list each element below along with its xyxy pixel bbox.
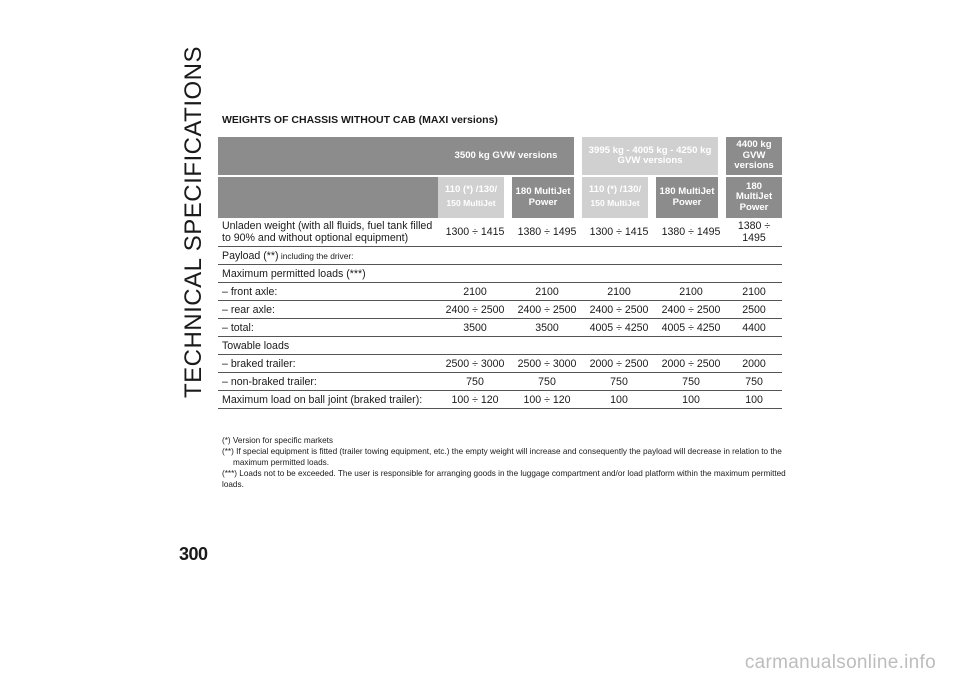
row-label: Maximum permitted loads (***) — [218, 265, 438, 283]
engine-multijet-line2: 150 MultiJet — [590, 197, 640, 208]
engine-multijet-line1: 110 (*) /130/ — [588, 184, 642, 196]
table-cell: 4400 — [726, 319, 782, 337]
table-cell: 4005 ÷ 4250 — [656, 319, 726, 337]
row-label: – rear axle: — [218, 301, 438, 319]
table-cell: 2100 — [656, 283, 726, 301]
table-row — [218, 283, 782, 301]
table-cell: 2100 — [726, 283, 782, 301]
engine-multijet-line2: 150 MultiJet — [446, 197, 496, 208]
row-label: – braked trailer: — [218, 355, 438, 373]
table-cell: 3500 — [438, 319, 512, 337]
header-engine-180-power: 180 MultiJet Power — [726, 176, 782, 218]
row-label-main: Payload (**) — [222, 249, 279, 262]
table-cell: 2400 ÷ 2500 — [582, 301, 656, 319]
table-cell: 1380 ÷ 1495 — [656, 218, 726, 247]
footnote-2-continued: maximum permitted loads. — [233, 458, 330, 467]
table-row — [218, 301, 782, 319]
page-title: WEIGHTS OF CHASSIS WITHOUT CAB (MAXI versions) — [222, 114, 498, 126]
table-row — [218, 373, 782, 391]
header-group-3500: 3500 kg GVW versions — [438, 137, 574, 176]
page-number: 300 — [179, 544, 208, 564]
table-cell: 2400 ÷ 2500 — [512, 301, 582, 319]
header-engine-multijet — [438, 176, 504, 218]
row-label-note: including the driver: — [278, 250, 354, 261]
table-row — [218, 319, 782, 337]
table-row — [218, 355, 782, 373]
table-cell: 4005 ÷ 4250 — [582, 319, 656, 337]
table-cell: 2500 — [726, 301, 782, 319]
header-engine-multijet — [582, 176, 648, 218]
table-cell: 2100 — [512, 283, 582, 301]
table-cell: 1380 ÷ 1495 — [726, 218, 782, 247]
header-blank — [218, 137, 438, 176]
table-cell: 1300 ÷ 1415 — [582, 218, 656, 247]
table-cell: 100 — [726, 391, 782, 409]
section-side-title — [179, 45, 209, 399]
table-cell: 1300 ÷ 1415 — [438, 218, 512, 247]
footnote-2: (**) If special equipment is fitted (trailer towing equipment, etc.) the empty weight will increase and consequently the payload will decrease in relation to the — [222, 447, 782, 456]
watermark: carmanualsonline.info — [744, 652, 936, 673]
table-row — [218, 247, 782, 265]
table-row — [218, 218, 782, 247]
table-cell: 750 — [726, 373, 782, 391]
row-label: – total: — [218, 319, 438, 337]
table-cell: 2100 — [438, 283, 512, 301]
table-cell: 100 — [656, 391, 726, 409]
table-cell: 100 ÷ 120 — [512, 391, 582, 409]
table-cell: 750 — [438, 373, 512, 391]
engine-multijet-line1: 110 (*) /130/ — [444, 184, 498, 196]
header-engine-180-power: 180 MultiJet Power — [512, 176, 574, 218]
weights-table — [218, 137, 782, 409]
row-label: Unladen weight (with all fluids, fuel tank filled to 90% and without optional equipment) — [218, 218, 438, 247]
row-label — [218, 247, 438, 265]
table-cell: 750 — [512, 373, 582, 391]
header-group-3995-4250: 3995 kg - 4005 kg - 4250 kg GVW versions — [582, 137, 718, 176]
footnotes — [222, 435, 792, 490]
table-cell: 2000 ÷ 2500 — [656, 355, 726, 373]
table-cell: 750 — [656, 373, 726, 391]
header-blank-2 — [218, 176, 438, 218]
table-cell: 2400 ÷ 2500 — [656, 301, 726, 319]
footnote-1: (*) Version for specific markets — [222, 436, 334, 445]
table-cell: 1380 ÷ 1495 — [512, 218, 582, 247]
row-label: Maximum load on ball joint (braked trailer): — [218, 391, 438, 409]
row-label: Towable loads — [218, 337, 438, 355]
table-header-engines — [218, 176, 782, 218]
header-group-4400: 4400 kg GVW versions — [726, 137, 782, 176]
table-cell: 2000 — [726, 355, 782, 373]
table-cell: 750 — [582, 373, 656, 391]
table-cell: 2500 ÷ 3000 — [512, 355, 582, 373]
table-cell: 2500 ÷ 3000 — [438, 355, 512, 373]
table-cell: 2100 — [582, 283, 656, 301]
table-row — [218, 265, 782, 283]
row-label: – front axle: — [218, 283, 438, 301]
section-side-title-text: TECHNICAL SPECIFICATIONS — [180, 45, 207, 399]
table-cell: 2000 ÷ 2500 — [582, 355, 656, 373]
header-engine-180-power: 180 MultiJet Power — [656, 176, 718, 218]
footnote-3: (***) Loads not to be exceeded. The user is responsible for arranging goods in the luggage compartment and/or load platform within the maximum permitted loads. — [222, 469, 786, 489]
row-label: – non-braked trailer: — [218, 373, 438, 391]
table-cell: 2400 ÷ 2500 — [438, 301, 512, 319]
table-cell: 100 — [582, 391, 656, 409]
table-cell: 3500 — [512, 319, 582, 337]
table-cell: 100 ÷ 120 — [438, 391, 512, 409]
table-header-groups — [218, 137, 782, 176]
table-row — [218, 337, 782, 355]
table-row — [218, 391, 782, 409]
